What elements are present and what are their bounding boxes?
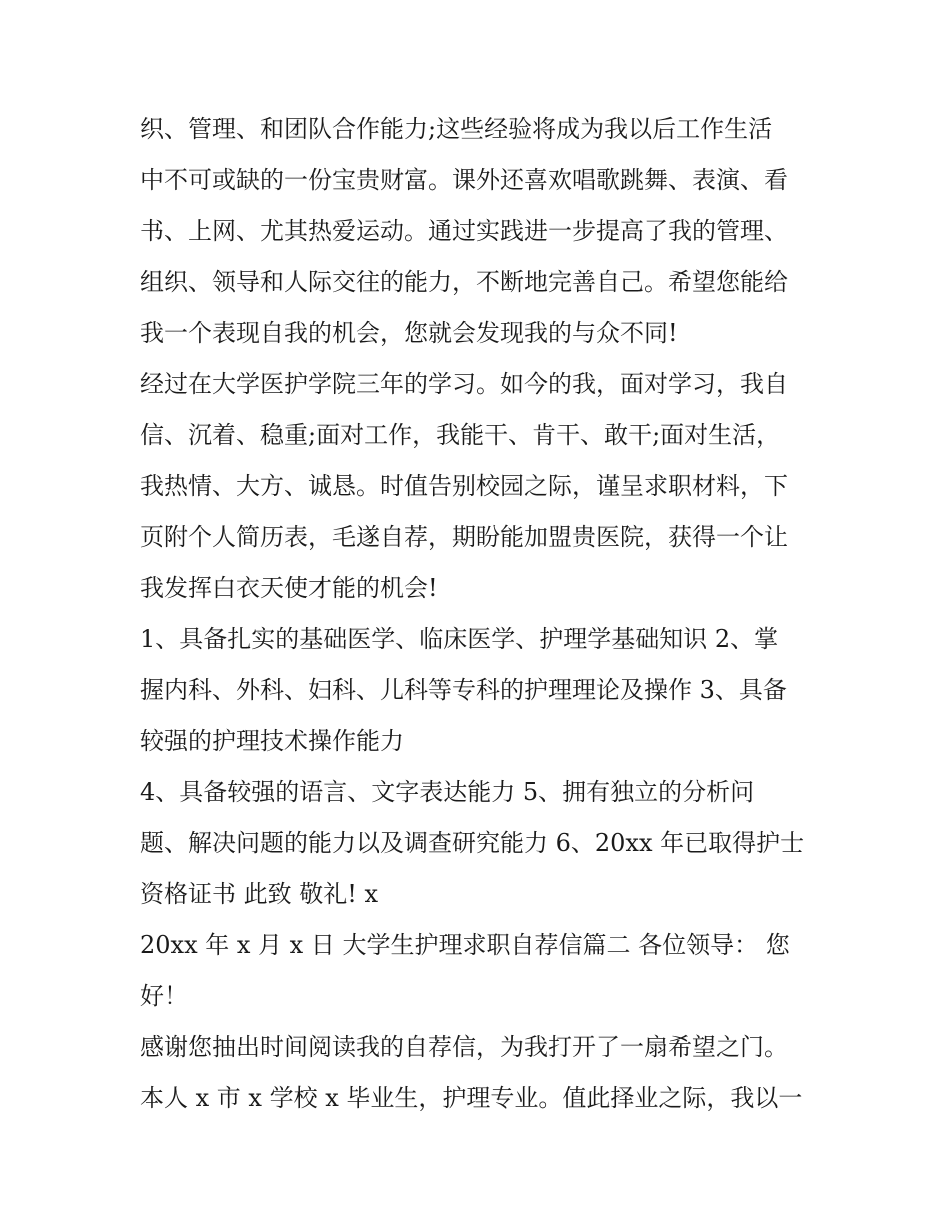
text-line: 组织、领导和人际交往的能力，不断地完善自己。希望您能给 xyxy=(140,268,788,296)
text-line: 较强的护理技术操作能力 xyxy=(140,727,404,755)
text-line: 题、解决问题的能力以及调查研究能力 6、20xx 年已取得护士 xyxy=(140,829,805,857)
body-text xyxy=(140,104,820,1124)
text-line: 本人 x 市 x 学校 x 毕业生，护理专业。值此择业之际，我以一 xyxy=(140,1084,803,1112)
text-line: 好！ xyxy=(140,982,188,1010)
text-line: 4、具备较强的语言、文字表达能力 5、拥有独立的分析问 xyxy=(140,778,755,806)
text-line: 中不可或缺的一份宝贵财富。课外还喜欢唱歌跳舞、表演、看 xyxy=(140,166,788,194)
text-line: 1、具备扎实的基础医学、临床医学、护理学基础知识 2、掌 xyxy=(140,625,779,653)
text-line: 书、上网、尤其热爱运动。通过实践进一步提高了我的管理、 xyxy=(140,217,788,245)
text-line: 我热情、大方、诚恳。时值告别校园之际，谨呈求职材料，下 xyxy=(140,472,788,500)
text-line: 页附个人简历表，毛遂自荐，期盼能加盟贵医院，获得一个让 xyxy=(140,523,788,551)
text-line: 我发挥白衣天使才能的机会! xyxy=(140,574,438,602)
text-line: 信、沉着、稳重;面对工作，我能干、肯干、敢干;面对生活， xyxy=(140,421,781,449)
text-line: 感谢您抽出时间阅读我的自荐信，为我打开了一扇希望之门。 xyxy=(140,1033,788,1061)
text-line: 经过在大学医护学院三年的学习。如今的我，面对学习，我自 xyxy=(140,370,788,398)
text-line: 织、管理、和团队合作能力;这些经验将成为我以后工作生活 xyxy=(140,115,773,143)
text-line: 握内科、外科、妇科、儿科等专科的护理理论及操作 3、具备 xyxy=(140,676,787,704)
text-line: 资格证书 此致 敬礼! x xyxy=(140,880,379,908)
text-line: 20xx 年 x 月 x 日 大学生护理求职自荐信篇二 各位领导： 您 xyxy=(140,931,790,959)
text-line: 我一个表现自我的机会，您就会发现我的与众不同! xyxy=(140,319,678,347)
